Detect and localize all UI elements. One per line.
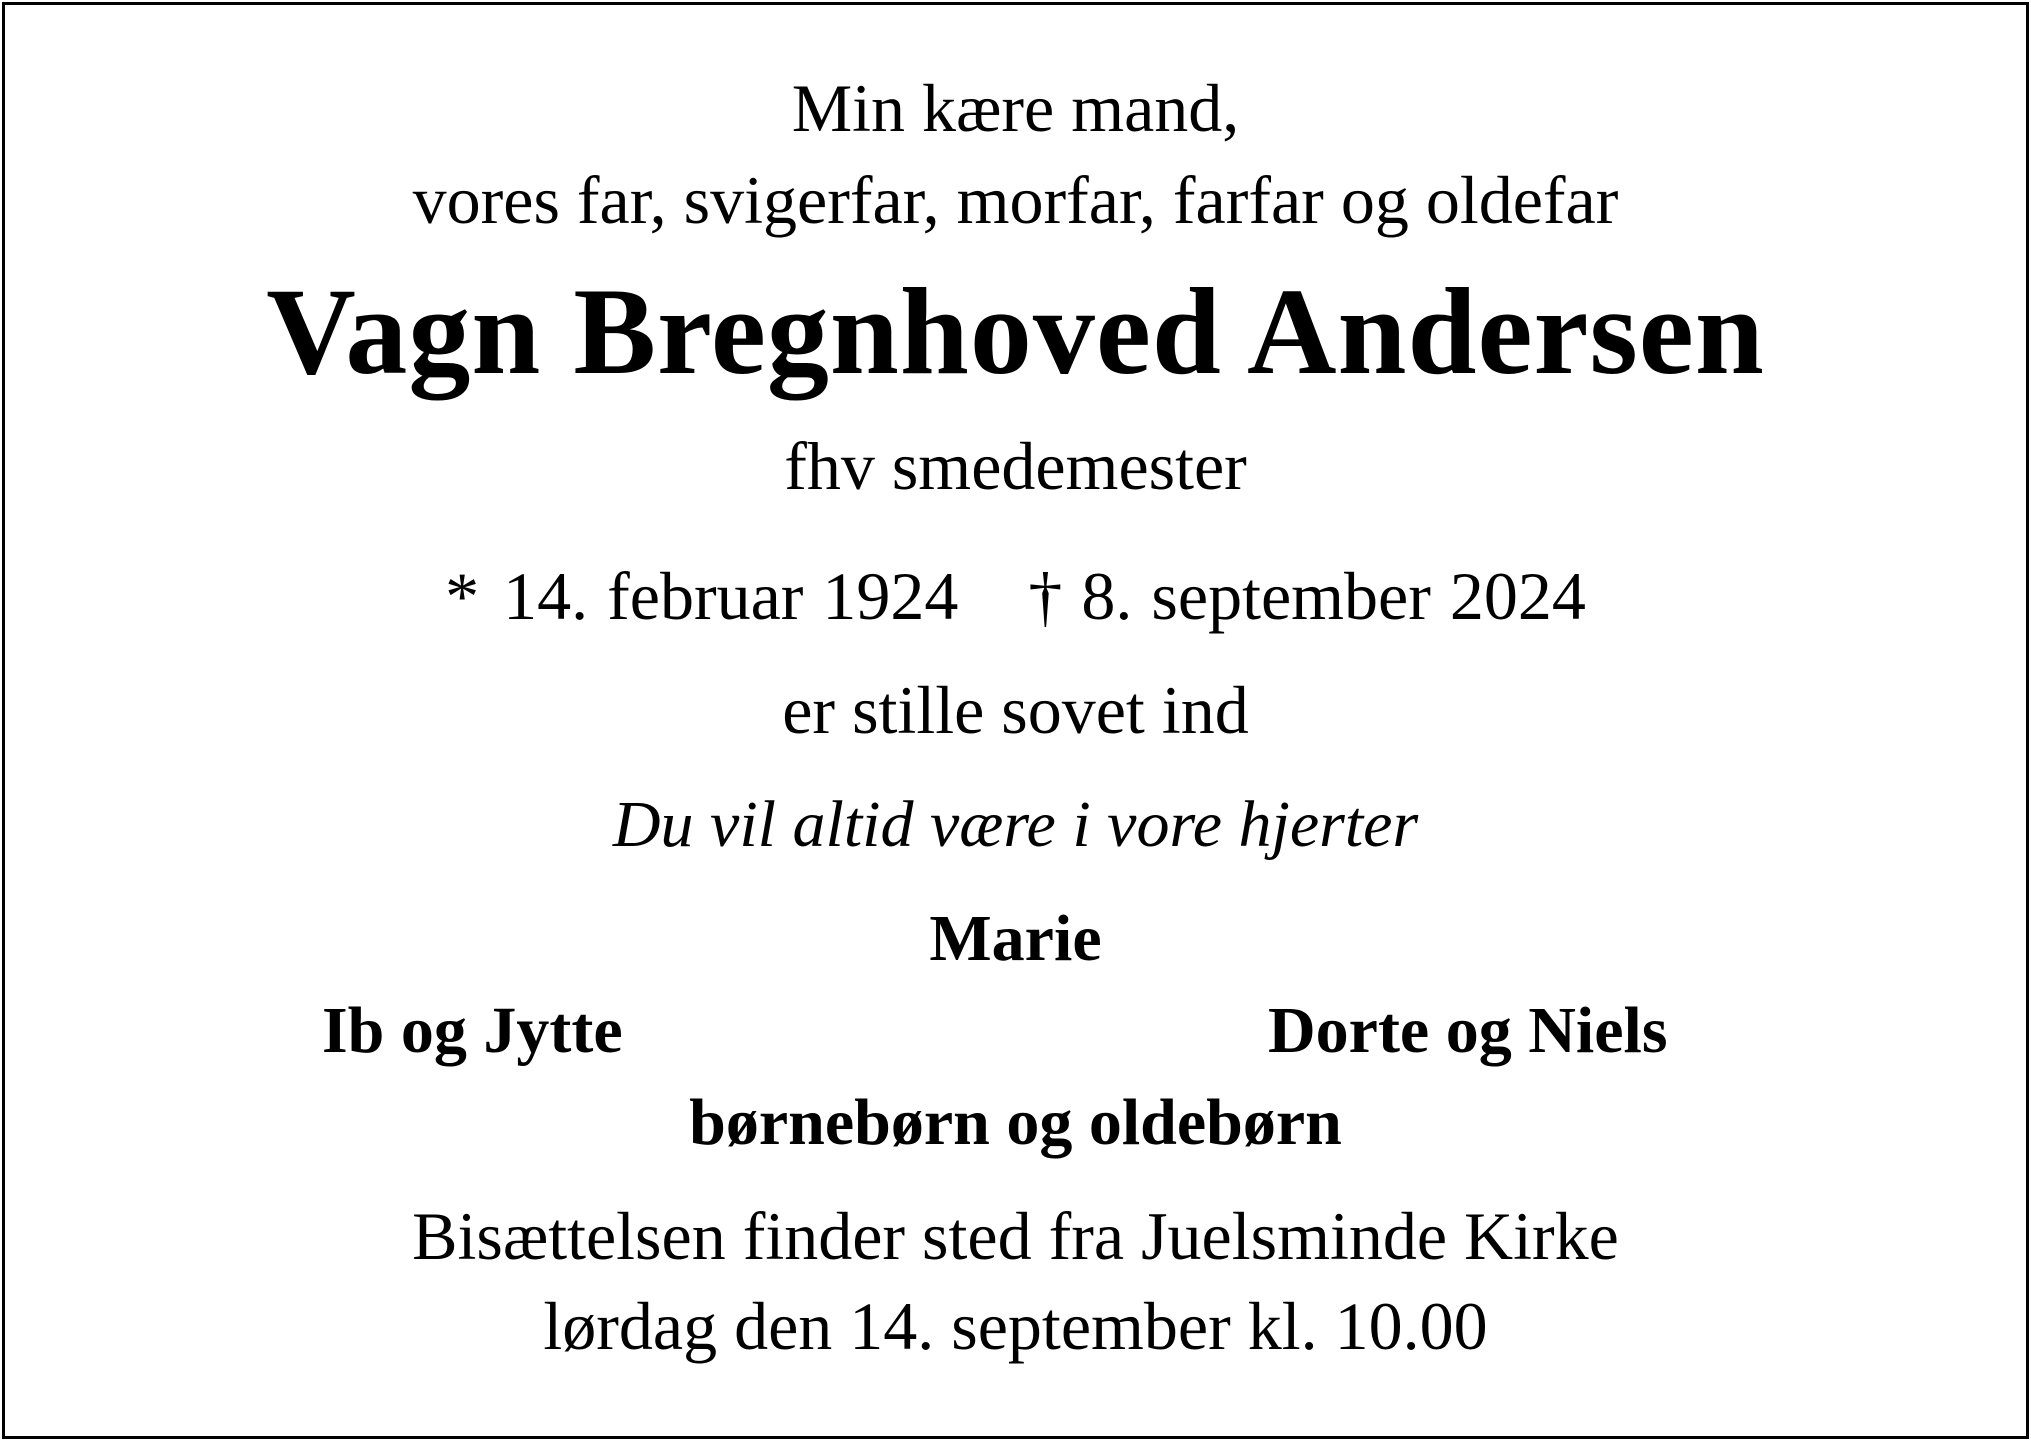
deceased-name: Vagn Bregnhoved Andersen	[266, 263, 1765, 400]
life-dates	[0, 558, 2031, 634]
service-line-1: Bisættelsen finder sted fra Juelsminde Kirke	[412, 1198, 1619, 1274]
death-date: 8. september 2024	[1081, 558, 1586, 634]
service-line-2: lørdag den 14. september kl. 10.00	[543, 1288, 1488, 1364]
birth-symbol: *	[445, 558, 480, 634]
child-family-left: Ib og Jytte	[322, 994, 623, 1067]
descendants: børnebørn og oldebørn	[689, 1086, 1342, 1159]
birth-date: 14. februar 1924	[503, 558, 959, 634]
intro-line-2: vores far, svigerfar, morfar, farfar og oldefar	[412, 162, 1619, 238]
occupation: fhv smedemester	[784, 428, 1247, 504]
passing-text: er stille sovet ind	[782, 672, 1249, 748]
spouse-name: Marie	[929, 902, 1102, 975]
death-symbol: †	[1028, 558, 1063, 634]
memorial-quote: Du vil altid være i vore hjerter	[612, 788, 1419, 861]
child-family-right: Dorte og Niels	[1268, 994, 1668, 1067]
intro-line-1: Min kære mand,	[791, 70, 1240, 146]
